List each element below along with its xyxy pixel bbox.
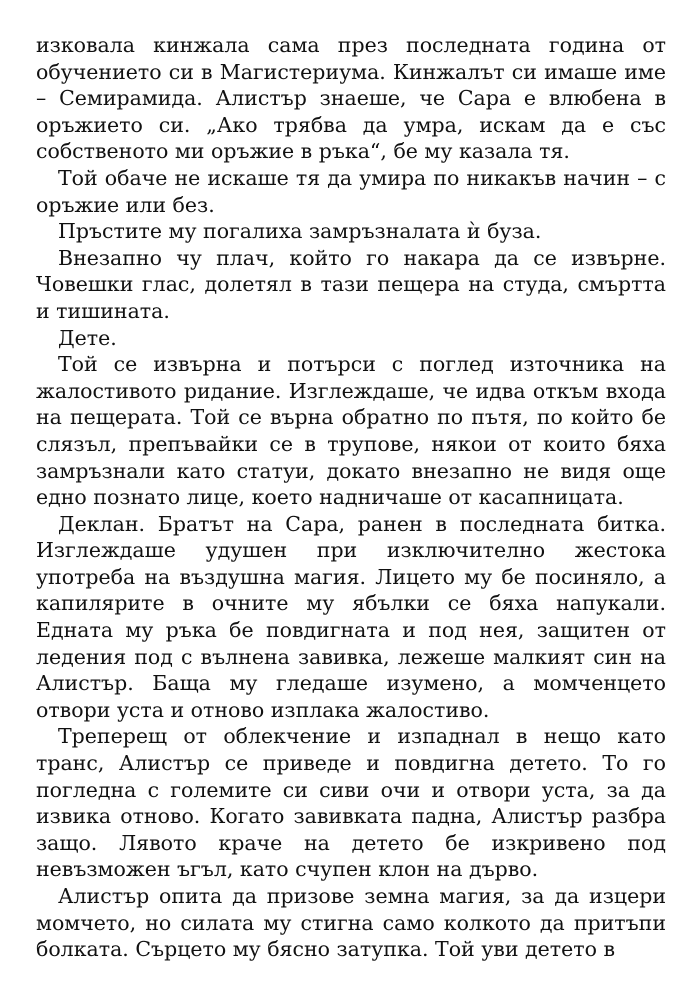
paragraph-last: Алистър опита да призове земна магия, за да изцери момчето, но силата му стигна само колкото да притъпи болката. Сърцето му бясно затупка. Той уви детето в bbox=[36, 884, 666, 962]
paragraph-continuation: изковала кинжала сама през последната година от обучението си в Магистериума. Кинжалът си имаше име – Семирамида. Алистър знаеше, че Сара е влюбена в оръжието си. „Ако трябва да умра, искам да е със собственото ми оръжие в ръка“, бе му казала тя. bbox=[36, 33, 666, 164]
page-text bbox=[36, 32, 666, 963]
paragraph: Внезапно чу плач, който го накара да се извърне. Човешки глас, долетял в тази пещера на студа, смъртта и тишината. bbox=[36, 245, 666, 323]
paragraph: Той обаче не искаше тя да умира по никакъв начин – с оръжие или без. bbox=[36, 165, 666, 217]
paragraph: Деклан. Братът на Сара, ранен в последната битка. Изглеждаше удушен при изключително жестока употреба на въздушна магия. Лицето му бе посиняло, а капилярите в очните му ябълки се бяха напукали. Едната му ръка бе повдигната и под нея, защитен от ледения под с вълнена завивка, лежеше малкият син на Алистър. Баща му гледаше изумено, а момченцето отвори уста и отново изплака жалостиво. bbox=[36, 511, 666, 722]
paragraph: Той се извърна и потърси с поглед източника на жалостивото ридание. Изглеждаше, че идва откъм входа на пещерата. Той се върна обратно по пътя, по който бе слязъл, препъвайки се в трупове, някои от които бяха замръзнали като статуи, докато внезапно не видя още едно познато лице, което надничаше от касапницата. bbox=[36, 352, 666, 510]
paragraph: Пръстите му погалиха замръзналата ѝ буза. bbox=[58, 219, 542, 244]
paragraph: Дете. bbox=[58, 325, 117, 350]
paragraph: Треперещ от облекчение и изпаднал в нещо като транс, Алистър се приведе и повдигна детето. То го погледна с големите си сиви очи и отвори уста, за да извика отново. Когато завивката падна, Алистър разбра защо. Лявото краче на детето бе изкривено под невъзможен ъгъл, като счупен клон на дърво. bbox=[36, 724, 666, 882]
